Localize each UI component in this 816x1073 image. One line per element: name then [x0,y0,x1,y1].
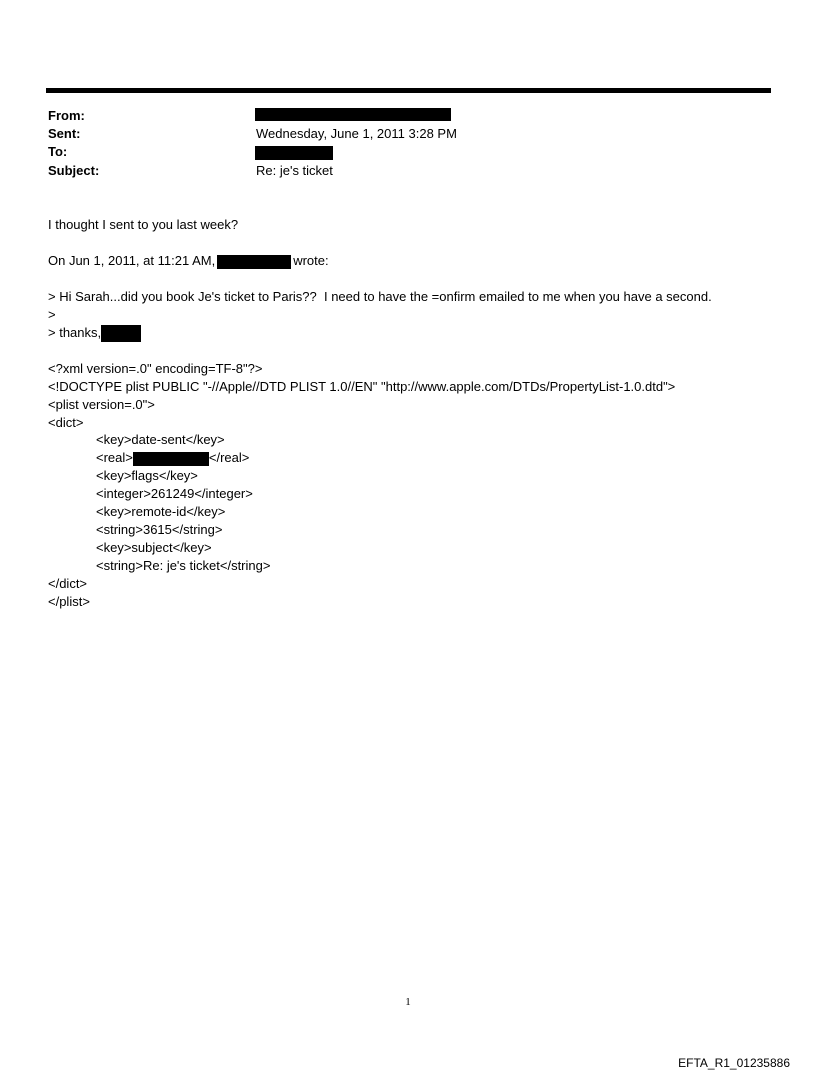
xml-dict-open: <dict> [48,415,84,430]
thanks-text: > thanks, [48,325,102,340]
page-number: 1 [405,996,411,1008]
xml-key-remote-id: <key>remote-id</key> [96,504,226,519]
to-label: To: [48,144,68,159]
quote-intro-pre: On Jun 1, 2011, at 11:21 AM, [48,253,216,268]
date-redaction [133,452,209,466]
document-id: EFTA_R1_01235886 [678,1056,790,1070]
quote-intro-post: wrote: [293,253,329,268]
xml-doctype: <!DOCTYPE plist PUBLIC "-//Apple//DTD PLIST 1.0//EN" "http://www.apple.com/DTDs/PropertyList-1.0.dtd"> [48,379,676,394]
header-divider [46,88,771,93]
xml-declaration: <?xml version=.0" encoding=TF-8"?> [48,361,263,376]
xml-string-subject: <string>Re: je's ticket</string> [96,558,271,573]
xml-plist-open: <plist version=.0"> [48,397,155,412]
quoted-line-1: > Hi Sarah...did you book Je's ticket to Paris?? I need to have the =onfirm emailed to me when you have a second. [48,289,712,304]
from-redaction [255,108,451,121]
quote-intro [48,253,329,269]
xml-key-subject: <key>subject</key> [96,540,212,555]
quoted-line-3 [48,325,141,342]
xml-plist-close: </plist> [48,594,90,609]
xml-dict-close: </dict> [48,576,88,591]
xml-integer: <integer>261249</integer> [96,486,253,501]
signature-redaction [101,325,141,342]
sent-value: Wednesday, June 1, 2011 3:28 PM [256,126,457,141]
xml-key-flags: <key>flags</key> [96,468,198,483]
xml-string-remote-id: <string>3615</string> [96,522,223,537]
to-redaction [255,146,333,160]
xml-real-open: <real> [96,450,133,465]
xml-real [96,450,249,466]
sent-label: Sent: [48,126,81,141]
xml-key-date-sent: <key>date-sent</key> [96,432,225,447]
subject-label: Subject: [48,163,100,178]
quoted-line-2: > [48,307,56,322]
xml-real-close: </real> [208,450,250,465]
sender-redaction [217,255,291,269]
reply-text: I thought I sent to you last week? [48,217,239,232]
subject-value: Re: je's ticket [256,163,333,178]
from-label: From: [48,108,85,123]
